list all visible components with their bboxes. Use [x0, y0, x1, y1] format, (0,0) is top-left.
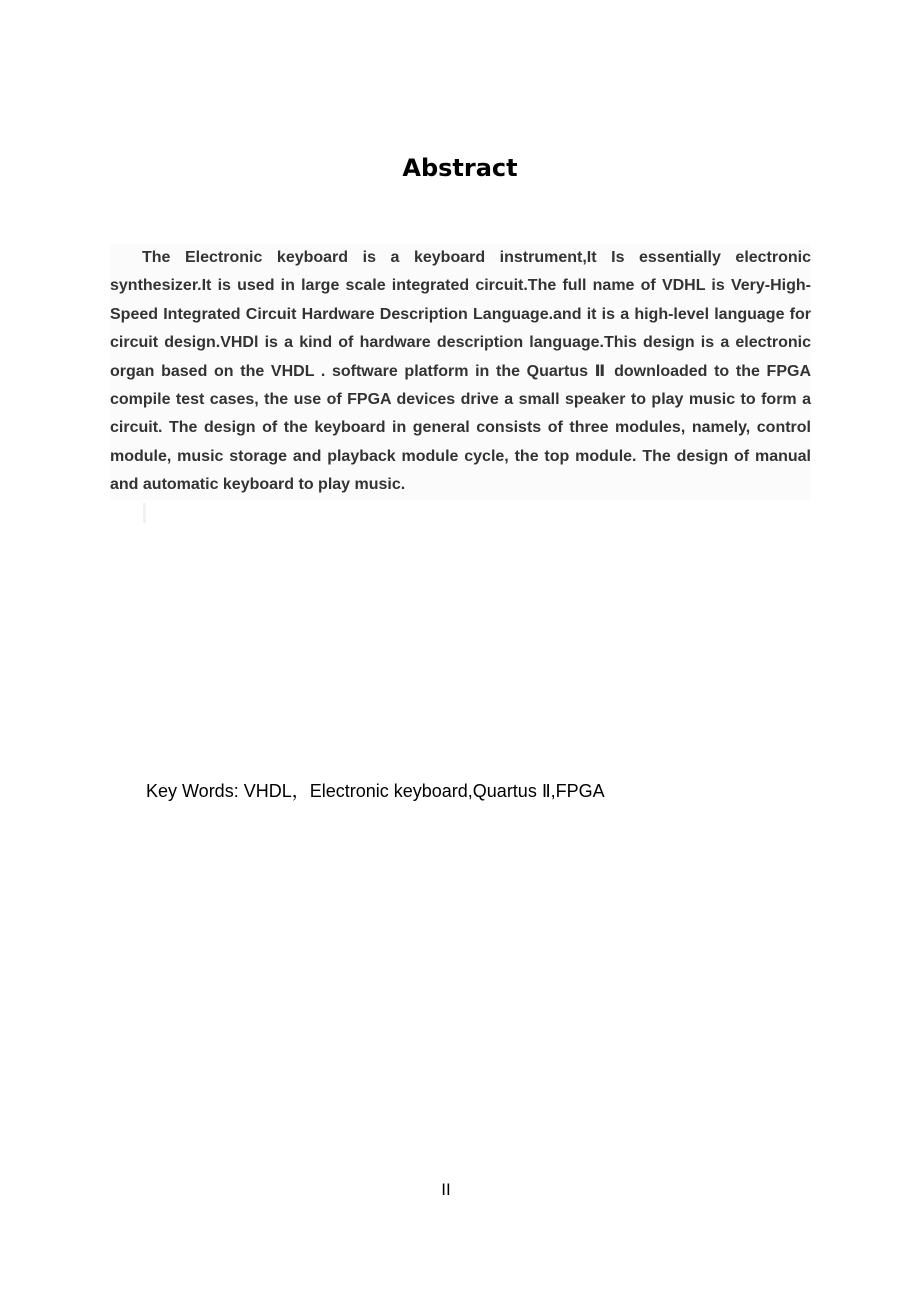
abstract-paragraph: The Electronic keyboard is a keyboard instrument,It Is essentially electronic synthesizer.It is used in large scale integrated circuit.The full name of VDHL is Very-High-Speed Integrated Circuit Hardware Description Language.and it is a high-level language for circuit design.VHDl is a kind of hardware description language.This design is a electronic organ based on the VHDL . software platform in the Quartus Ⅱ downloaded to the FPGA compile test cases, the use of FPGA devices drive a small speaker to play music to form a circuit. The design of the keyboard in general consists of three modules, namely, control module, music storage and playback module cycle, the top module. The design of manual and automatic keyboard to play music. — [110, 244, 811, 500]
page-title: Abstract — [402, 154, 518, 182]
text-cursor — [143, 503, 146, 523]
page-number: II — [441, 1180, 451, 1199]
keywords-line: Key Words: VHDL，Electronic keyboard,Quartus Ⅱ,FPGA — [146, 781, 605, 801]
